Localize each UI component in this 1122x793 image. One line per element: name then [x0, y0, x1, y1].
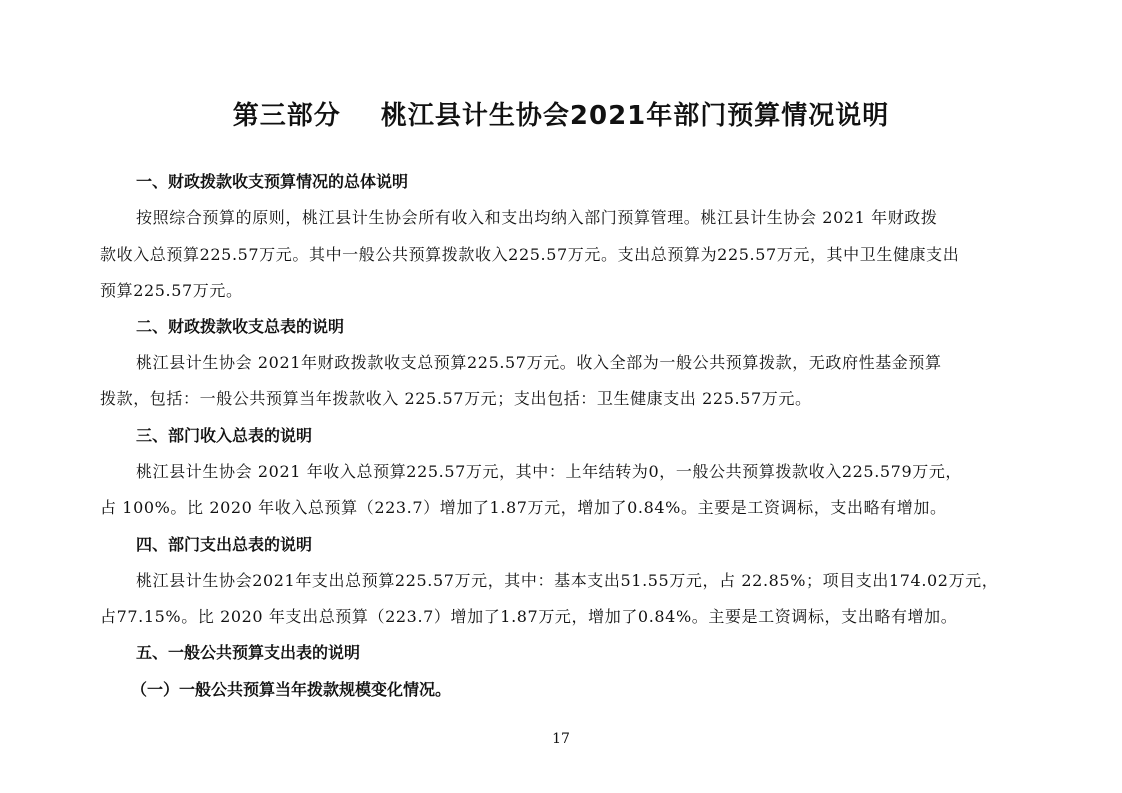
page-number: 17	[552, 731, 570, 747]
paragraph-line: 款收入总预算225.57万元。其中一般公共预算拨款收入225.57万元。支出总预算为225.57万元，其中卫生健康支出	[100, 245, 960, 264]
section-heading-1: 一、财政拨款收支预算情况的总体说明	[136, 172, 409, 191]
paragraph-line: 按照综合预算的原则，桃江县计生协会所有收入和支出均纳入部门预算管理。桃江县计生协会 2021 年财政拨	[136, 208, 938, 227]
page-title: 第三部分 桃江县计生协会2021年部门预算情况说明	[232, 101, 890, 131]
paragraph-line: 占77.15%。比 2020 年支出总预算（223.7）增加了1.87万元，增加了0.84%。主要是工资调标，支出略有增加。	[100, 607, 958, 626]
section-heading-5: 五、一般公共预算支出表的说明	[136, 643, 361, 662]
paragraph-line: 桃江县计生协会2021年支出总预算225.57万元，其中：基本支出51.55万元，占 22.85%；项目支出174.02万元，	[136, 571, 999, 590]
paragraph-line: 占 100%。比 2020 年收入总预算（223.7）增加了1.87万元，增加了0.84%。主要是工资调标，支出略有增加。	[100, 498, 947, 517]
paragraph-line: 预算225.57万元。	[100, 281, 243, 300]
paragraph-line: 桃江县计生协会 2021 年收入总预算225.57万元，其中：上年结转为0，一般公共预算拨款收入225.579万元，	[136, 462, 963, 481]
paragraph-line: 拨款，包括：一般公共预算当年拨款收入 225.57万元；支出包括：卫生健康支出 225.57万元。	[100, 389, 812, 408]
section-heading-2: 二、财政拨款收支总表的说明	[136, 317, 345, 336]
section-heading-3: 三、部门收入总表的说明	[136, 426, 313, 445]
section-subheading: （一）一般公共预算当年拨款规模变化情况。	[131, 680, 452, 699]
section-heading-4: 四、部门支出总表的说明	[136, 535, 313, 554]
paragraph-line: 桃江县计生协会 2021年财政拨款收支总预算225.57万元。收入全部为一般公共预算拨款，无政府性基金预算	[136, 353, 942, 372]
